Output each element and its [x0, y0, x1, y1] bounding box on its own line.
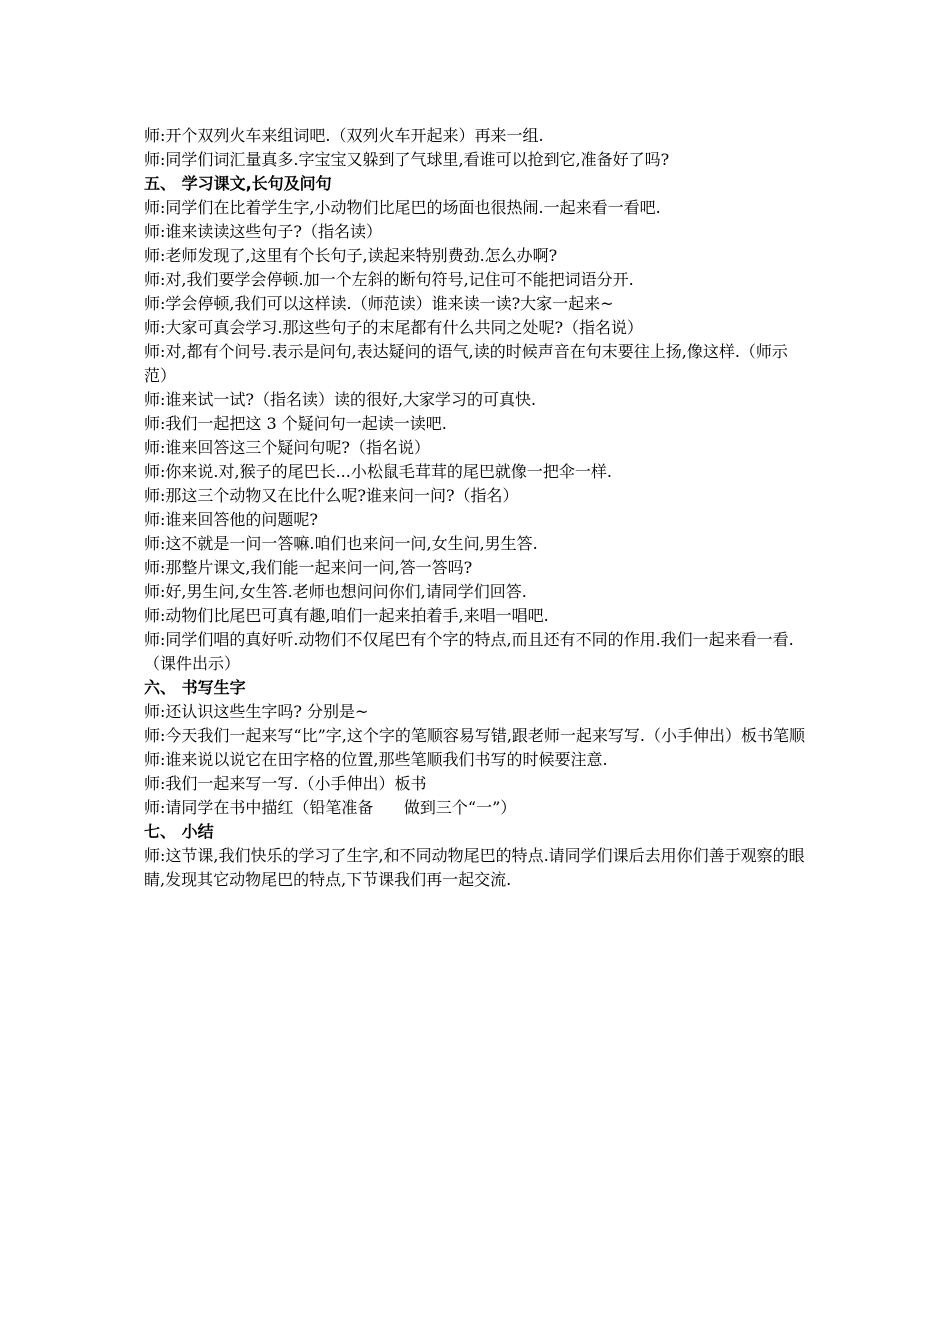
paragraph: 师:老师发现了,这里有个长句子,读起来特别费劲.怎么办啊?	[144, 246, 558, 265]
document-page	[144, 124, 808, 892]
paragraph: 师:同学们唱的真好听.动物们不仅尾巴有个字的特点,而且还有不同的作用.我们一起来看一看.（课件出示）	[144, 630, 794, 673]
section-heading-5: 五、 学习课文,长句及问句	[144, 174, 332, 193]
paragraph: 师:开个双列火车来组词吧.（双列火车开起来）再来一组.	[144, 126, 544, 145]
paragraph: 师:学会停顿,我们可以这样读.（师范读）谁来读一读?大家一起来~	[144, 294, 614, 313]
paragraph: 师:这节课,我们快乐的学习了生字,和不同动物尾巴的特点.请同学们课后去用你们善于观察的眼睛,发现其它动物尾巴的特点,下节课我们再一起交流.	[144, 846, 805, 889]
paragraph: 师:对,都有个问号.表示是问句,表达疑问的语气,读的时候声音在句末要往上扬,像这样.（师示范）	[144, 342, 788, 385]
paragraph: 师:动物们比尾巴可真有趣,咱们一起来拍着手,来唱一唱吧.	[144, 606, 549, 625]
paragraph: 师:大家可真会学习.那这些句子的末尾都有什么共同之处呢?（指名说）	[144, 318, 644, 337]
paragraph: 师:谁来回答他的问题呢?	[144, 510, 318, 529]
paragraph: 师:那整片课文,我们能一起来问一问,答一答吗?	[144, 558, 473, 577]
paragraph: 师:你来说.对,猴子的尾巴长...小松鼠毛茸茸的尾巴就像一把伞一样.	[144, 462, 612, 481]
paragraph: 师:那这三个动物又在比什么呢?谁来问一问?（指名）	[144, 486, 519, 505]
paragraph: 师:好,男生问,女生答.老师也想问问你们,请同学们回答.	[144, 582, 527, 601]
paragraph: 师:同学们在比着学生字,小动物们比尾巴的场面也很热闹.一起来看一看吧.	[144, 198, 661, 217]
paragraph: 师:谁来读读这些句子?（指名读）	[144, 222, 382, 241]
paragraph: 师:今天我们一起来写“比”字,这个字的笔顺容易写错,跟老师一起来写写.（小手伸出）板书笔顺	[144, 726, 806, 745]
section-heading-6: 六、 书写生字	[144, 678, 246, 697]
paragraph: 师:这不就是一问一答嘛.咱们也来问一问,女生问,男生答.	[144, 534, 538, 553]
paragraph: 师:对,我们要学会停顿.加一个左斜的断句符号,记住可不能把词语分开.	[144, 270, 634, 289]
paragraph: 师:我们一起来写一写.（小手伸出）板书	[144, 774, 427, 793]
paragraph: 师:谁来试一试?（指名读）读的很好,大家学习的可真快.	[144, 390, 537, 409]
paragraph: 师:同学们词汇量真多.字宝宝又躲到了气球里,看谁可以抢到它,准备好了吗?	[144, 150, 670, 169]
section-heading-7: 七、 小结	[144, 822, 214, 841]
paragraph: 师:请同学在书中描红（铅笔准备 做到三个“一”）	[144, 798, 517, 817]
paragraph: 师:谁来回答这三个疑问句呢?（指名说）	[144, 438, 430, 457]
paragraph: 师:我们一起把这 3 个疑问句一起读一读吧.	[144, 414, 447, 433]
paragraph: 师:谁来说以说它在田字格的位置,那些笔顺我们书写的时候要注意.	[144, 750, 608, 769]
paragraph: 师:还认识这些生字吗? 分别是~	[144, 702, 369, 721]
